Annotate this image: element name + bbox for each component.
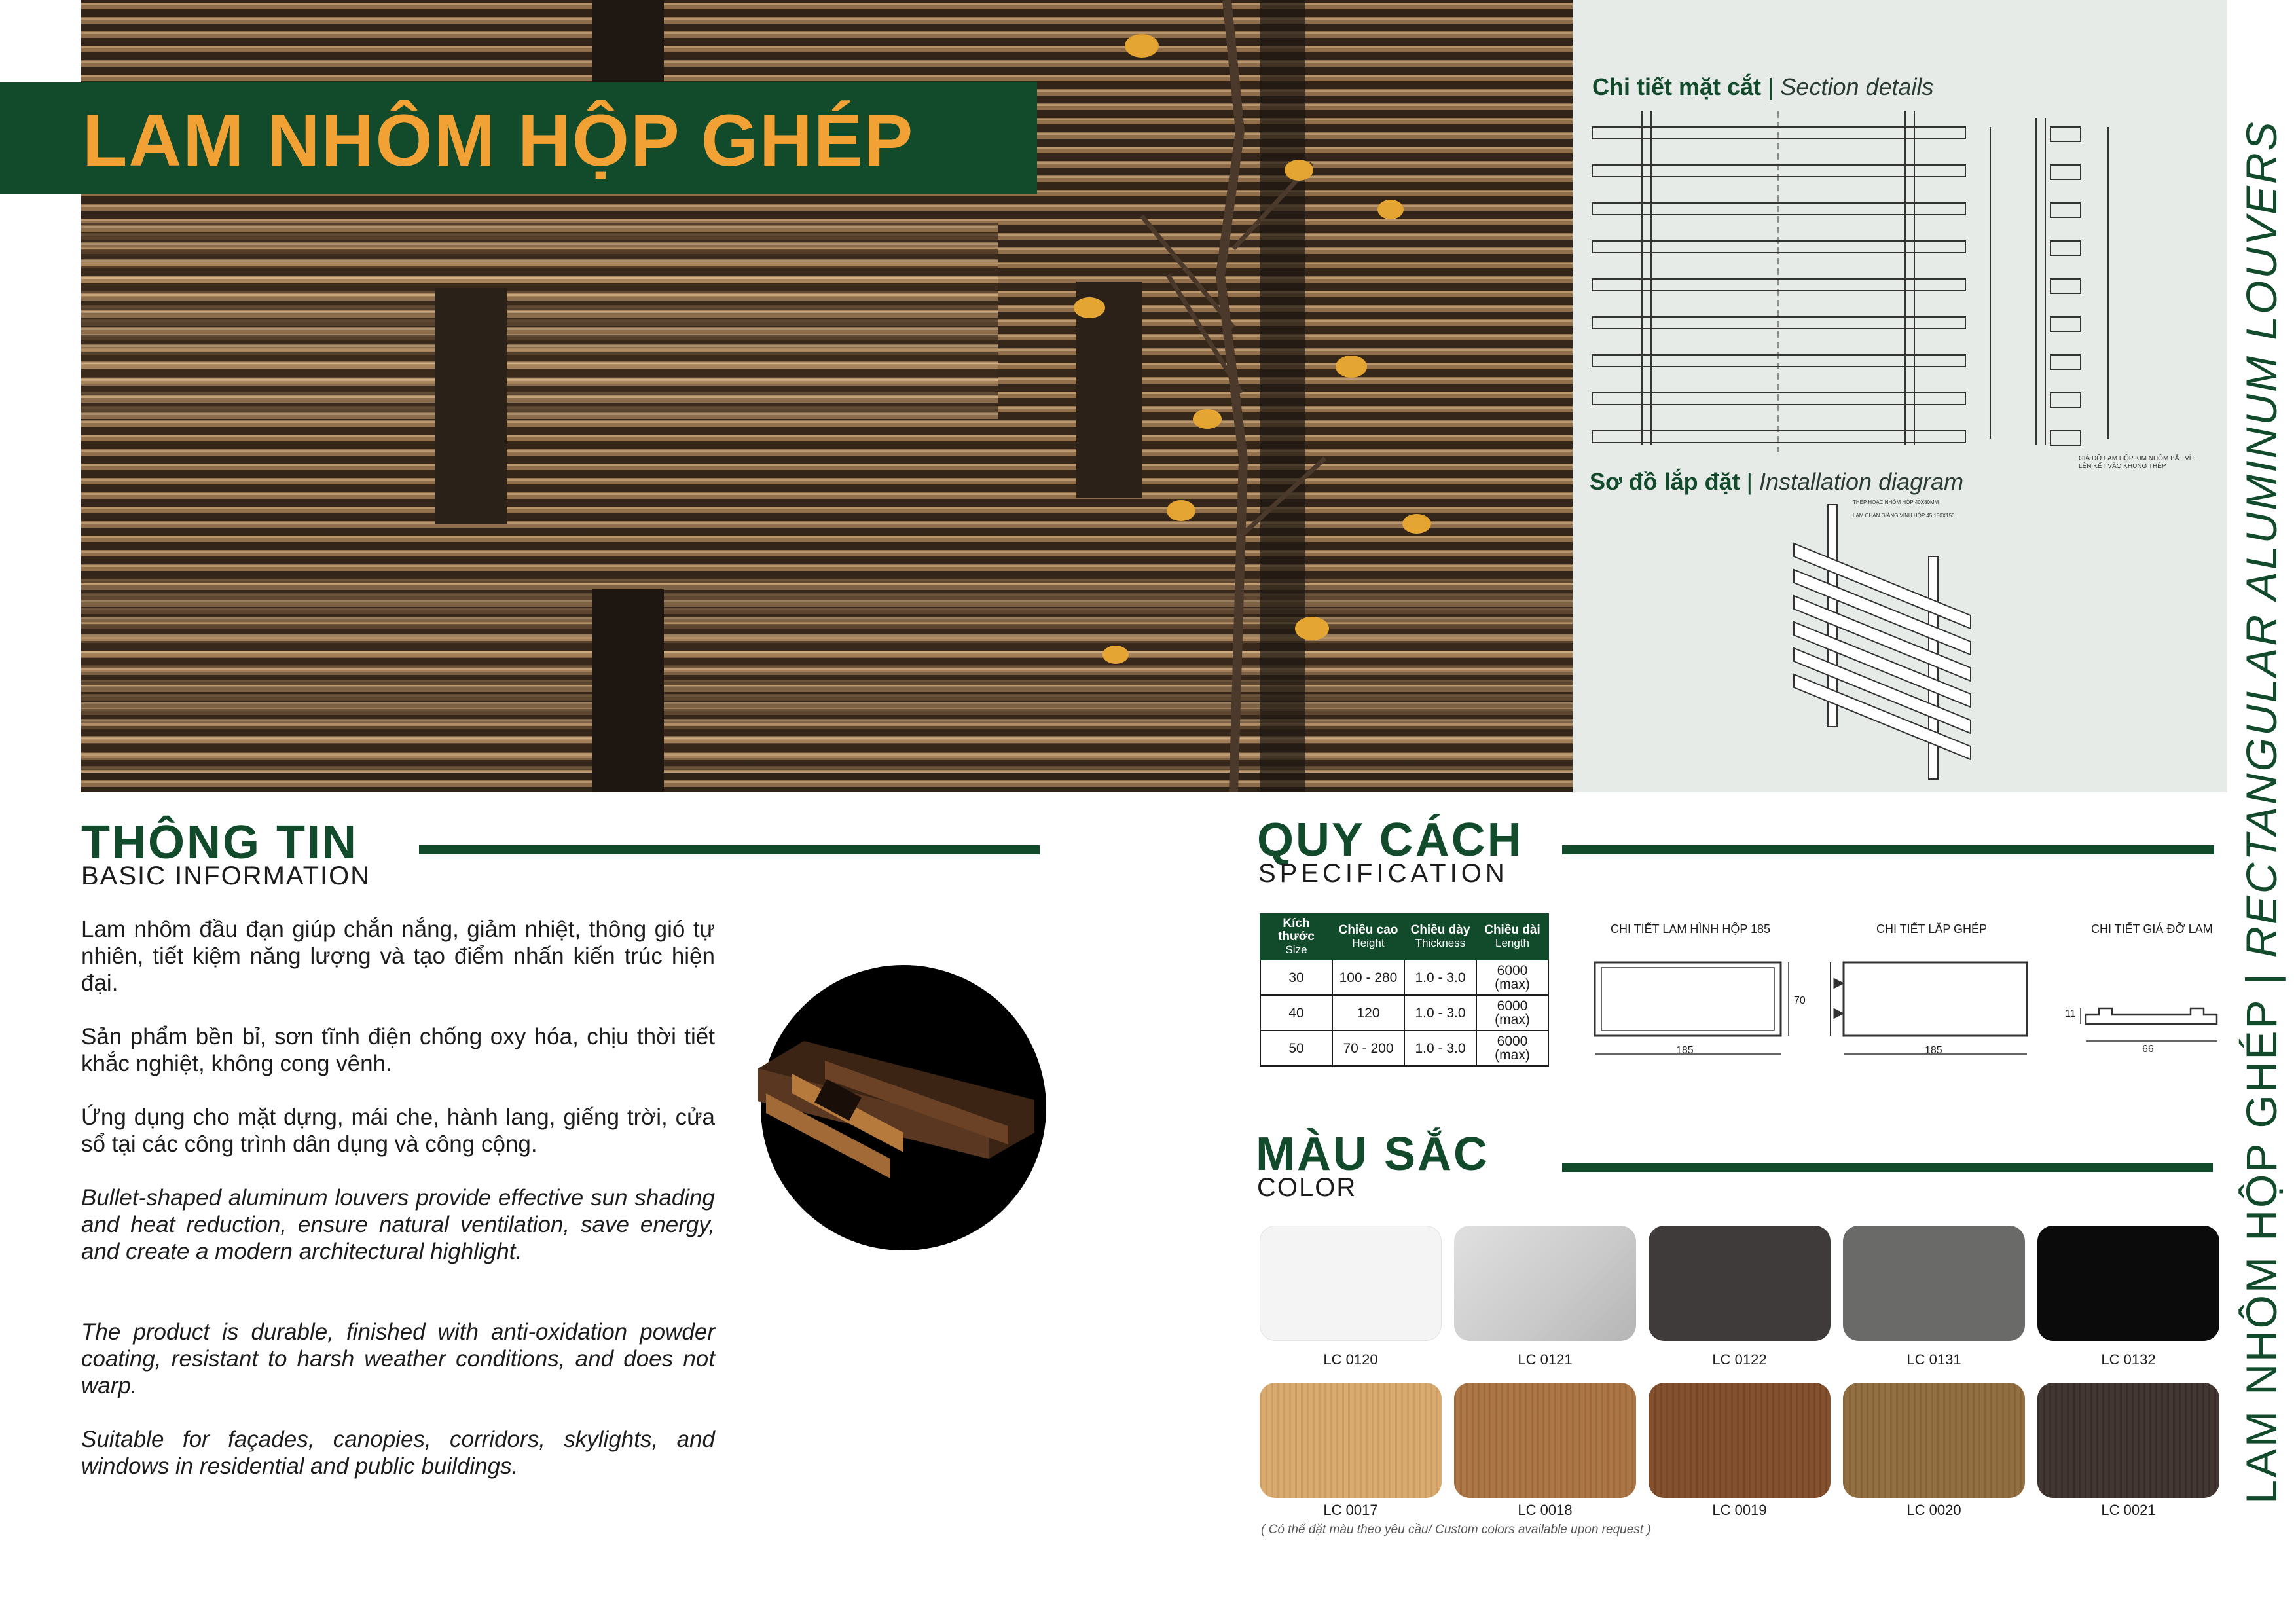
installation-diagram-drawing <box>1781 504 1990 792</box>
section-note: GIÁ ĐỠ LAM HỘP KIM NHÔM BẮT VÍT LÊN KẾT VÀO KHUNG THÉP <box>2079 455 2195 470</box>
spec-header-row <box>1260 914 1548 960</box>
spec-rule <box>1562 845 2214 854</box>
color-code: LC 0020 <box>1906 1502 1961 1518</box>
install-note-1: THÉP HOẶC NHÔM HỘP 40X80MM <box>1853 500 1939 505</box>
section-details-heading: Chi tiết mặt cắt | Section details <box>1592 73 1934 100</box>
color-swatch <box>2037 1226 2219 1341</box>
color-code: LC 0132 <box>2101 1351 2156 1368</box>
installation-diagram-heading: Sơ đồ lắp đặt | Installation diagram <box>1590 468 1964 495</box>
spec-header-size-vn: Kích thước <box>1278 917 1315 943</box>
color-subtitle: COLOR <box>1257 1173 1357 1202</box>
spec-table <box>1260 913 1549 1067</box>
color-swatch <box>1649 1226 1831 1341</box>
color-swatch <box>1260 1383 1442 1498</box>
spec-header-thickness-en: Thickness <box>1415 937 1466 949</box>
spec-length: 6000 <box>1497 963 1528 978</box>
spec-cell: 1.0 - 3.0 <box>1404 960 1476 995</box>
basic-info-rule <box>419 845 1040 854</box>
spec-cell: 1.0 - 3.0 <box>1404 995 1476 1030</box>
spec-dim-d2-w: 185 <box>1925 1045 1942 1056</box>
spec-dim-d3-h: 11 <box>2065 1008 2076 1019</box>
color-swatch <box>1843 1383 2025 1498</box>
color-code: LC 0017 <box>1323 1502 1378 1518</box>
spec-cell: 40 <box>1260 995 1332 1030</box>
spec-header-length <box>1476 914 1548 960</box>
spec-drawing-label-1: CHI TIẾT LAM HÌNH HỘP 185 <box>1611 922 1771 936</box>
spec-cell-length <box>1476 995 1548 1030</box>
spec-header-height-vn: Chiều cao <box>1338 923 1398 937</box>
spec-cell: 50 <box>1260 1030 1332 1066</box>
spec-length-max: (max) <box>1495 1012 1530 1027</box>
spec-cell: 1.0 - 3.0 <box>1404 1030 1476 1066</box>
spec-dim-d3-w: 66 <box>2142 1044 2154 1055</box>
color-swatch <box>1260 1226 1442 1341</box>
spec-cell: 70 - 200 <box>1332 1030 1404 1066</box>
side-title-text: LAM NHÔM HỘP GHÉP | RECTANGULAR ALUMINUM LOUVERS <box>2237 120 2286 1504</box>
spec-header-thickness-vn: Chiều dày <box>1410 923 1470 937</box>
info-paragraph-en-2: The product is durable, finished with anti-oxidation powder coating, resistant to harsh weather conditions, and does not warp. <box>81 1319 715 1398</box>
color-rule <box>1562 1163 2213 1172</box>
section-details-drawing <box>1584 105 2200 471</box>
spec-drawing-label-2: CHI TIẾT LẮP GHÉP <box>1876 922 1988 936</box>
spec-row <box>1260 1030 1548 1066</box>
spec-length-max: (max) <box>1495 977 1530 992</box>
info-paragraph-vn-1: Lam nhôm đầu đạn giúp chắn nắng, giảm nhiệt, thông gió tự nhiên, tiết kiệm năng lượng và tạo điểm nhấn kiến trúc hiện đại. <box>81 917 715 996</box>
spec-row <box>1260 995 1548 1030</box>
spec-cell-length <box>1476 960 1548 995</box>
spec-header-size-en: Size <box>1285 943 1307 956</box>
spec-cell-length <box>1476 1030 1548 1066</box>
color-code: LC 0120 <box>1323 1351 1378 1368</box>
color-code: LC 0021 <box>2101 1502 2156 1518</box>
basic-info-subtitle: BASIC INFORMATION <box>81 862 371 890</box>
color-swatch <box>2037 1383 2219 1498</box>
color-swatch <box>1454 1226 1636 1341</box>
section-details-vn: Chi tiết mặt cắt <box>1592 73 1762 100</box>
installation-diagram-en: Installation diagram <box>1758 468 1964 495</box>
spec-header-length-vn: Chiều dài <box>1484 923 1540 937</box>
spec-cell: 100 - 280 <box>1332 960 1404 995</box>
color-code: LC 0018 <box>1518 1502 1573 1518</box>
spec-header-height-en: Height <box>1352 937 1385 949</box>
color-code: LC 0121 <box>1518 1351 1573 1368</box>
spec-dim-d1-h: 70 <box>1794 995 1806 1006</box>
custom-color-note: ( Có thể đặt màu theo yêu cầu/ Custom colors available upon request ) <box>1261 1523 1651 1537</box>
spec-header-thickness <box>1404 914 1476 960</box>
spec-row <box>1260 960 1548 995</box>
product-sample-image <box>746 962 1100 1257</box>
install-note-2: LAM CHÂN GIẰNG VÍNH HỘP 45 180X150 <box>1853 513 1955 519</box>
color-title: MÀU SẮC <box>1256 1128 1489 1180</box>
color-code: LC 0131 <box>1906 1351 1961 1368</box>
color-swatch <box>1843 1226 2025 1341</box>
info-paragraph-en-3: Suitable for façades, canopies, corridors, skylights, and windows in residential and public buildings. <box>81 1427 715 1479</box>
info-paragraph-vn-2: Sản phẩm bền bỉ, sơn tĩnh điện chống oxy hóa, chịu thời tiết khắc nghiệt, không cong vênh. <box>81 1024 715 1076</box>
page-title: LAM NHÔM HỘP GHÉP <box>82 100 915 181</box>
spec-header-size <box>1260 914 1332 960</box>
spec-cell: 30 <box>1260 960 1332 995</box>
info-paragraph-vn-3: Ứng dụng cho mặt dựng, mái che, hành lang, giếng trời, cửa sổ tại các công trình dân dụng và công cộng. <box>81 1104 715 1157</box>
color-code: LC 0122 <box>1712 1351 1767 1368</box>
spec-length: 6000 <box>1497 1034 1528 1049</box>
info-paragraph-en-1: Bullet-shaped aluminum louvers provide effective sun shading and heat reduction, ensure natural ventilation, save energy, and create a modern architectural highlight. <box>81 1185 715 1264</box>
spec-title: QUY CÁCH <box>1257 814 1523 866</box>
spec-dim-d1-w: 185 <box>1676 1045 1694 1056</box>
spec-length: 6000 <box>1497 998 1528 1013</box>
section-details-en: Section details <box>1780 73 1934 100</box>
spec-cell: 120 <box>1332 995 1404 1030</box>
color-swatch <box>1649 1383 1831 1498</box>
spec-subtitle: SPECIFICATION <box>1258 859 1508 888</box>
side-title <box>2226 0 2296 1623</box>
color-swatch <box>1454 1383 1636 1498</box>
installation-diagram-vn: Sơ đồ lắp đặt <box>1590 468 1740 495</box>
side-title-en: RECTANGULAR ALUMINUM LOUVERS <box>2237 120 2286 958</box>
spec-length-max: (max) <box>1495 1048 1530 1063</box>
color-code: LC 0019 <box>1712 1502 1767 1518</box>
side-title-vn: LAM NHÔM HỘP GHÉP <box>2237 998 2286 1504</box>
spec-header-height <box>1332 914 1404 960</box>
spec-drawing-label-3: CHI TIẾT GIÁ ĐỠ LAM <box>2091 922 2213 936</box>
basic-info-title: THÔNG TIN <box>81 816 358 869</box>
spec-header-length-en: Length <box>1495 937 1529 949</box>
